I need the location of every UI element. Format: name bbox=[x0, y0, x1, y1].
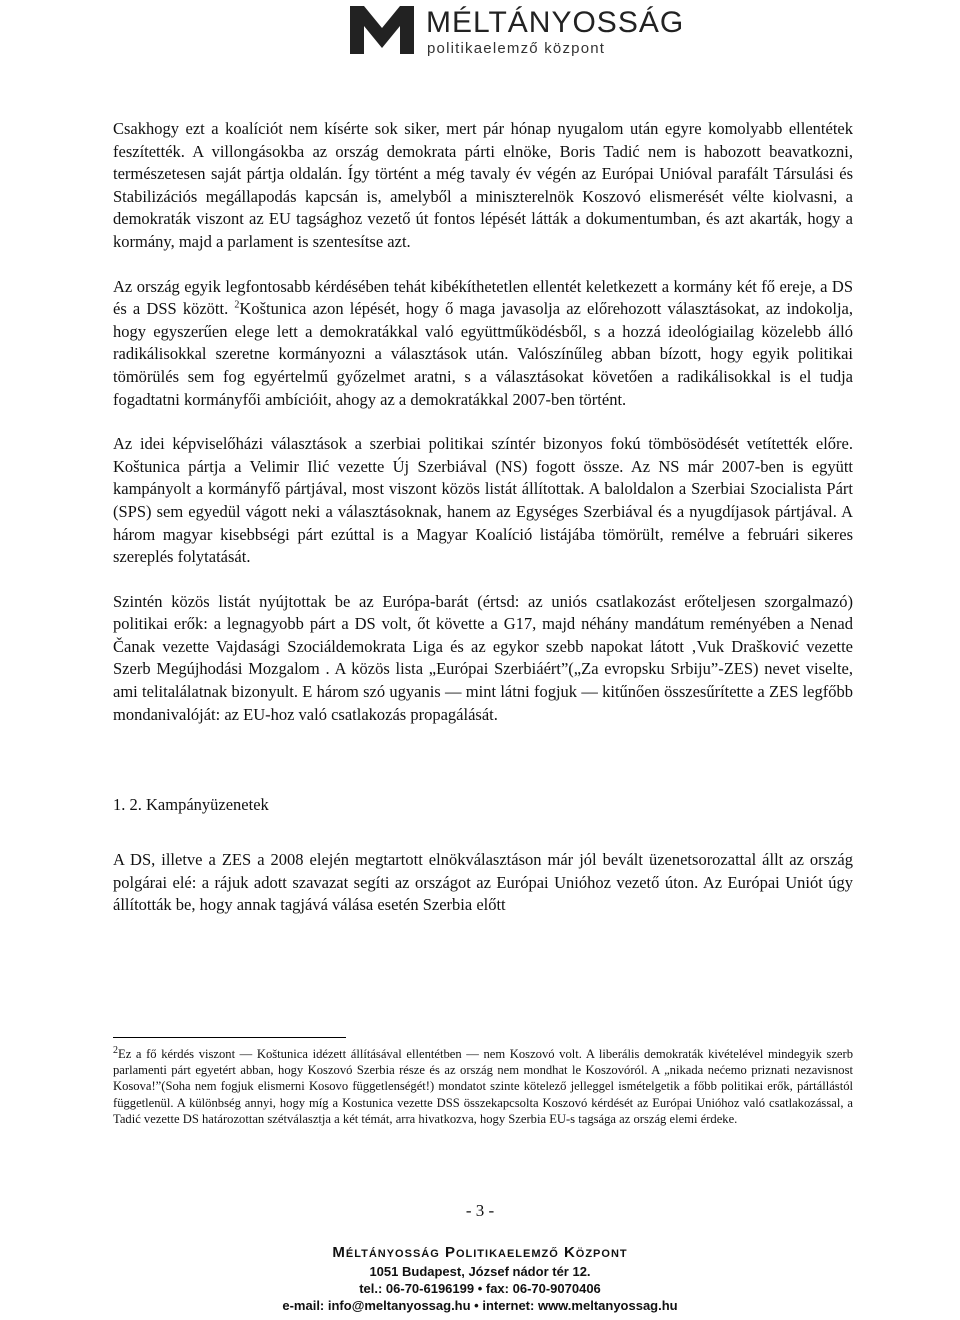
footnote-number: 2 bbox=[113, 1044, 118, 1056]
paragraph-2-part-2: Koštunica azon lépését, hogy ő maga javasolja az előrehozott választásokat, az indokolja, hogy egyszerűen elege lett a demokratákkal való együttműködésből, s a hozzá ideológiailag közelebb álló radikálisokkal szeretne kormányozni a választások után. Valószínűleg abban bízott, hogy egyik politikai tömörülés sem fog egyértelmű győzelmet aratni, s a választásokat követően a radikálisokkal is el tudja fogadtatni kormányfői ambícióit, ahogy az a demokratákkal 2007-ben történt. bbox=[113, 299, 853, 409]
footnote-divider bbox=[113, 1037, 346, 1038]
logo-title: MÉLTÁNYOSSÁG bbox=[426, 6, 685, 39]
paragraph-4: Szintén közös listát nyújtottak be az Európa-barát (értsd: az uniós csatlakozást erőteljesen szorgalmazó) politikai erők: a legnagyobb párt a DS volt, őt követte a G17, majd néhány mandátum reményében a Nenad Čanak vezette Vajdasági Szociáldemokrata Liga és az egykor szebb napokat látott ‚Vuk Drašković vezette Szerb Megújhodási Mozgalom . A közös lista „Európai Szerbiáért”(„Za evropsku Srbiju”-ZES) nevet viselte, ami telitalálatnak bizonyult. E három szó ugyanis — mint látni fogjuk — kitűnően összesűrítette a ZES legfőbb mondanivalóját: az EU-hoz való csatlakozás propagálását. bbox=[113, 591, 853, 724]
footer-organization: Méltányosság Politikaelemző Központ bbox=[332, 1244, 628, 1261]
paragraph-5: A DS, illetve a ZES a 2008 elején megtartott elnökválasztáson már jól bevált üzenetsorozattal állt az ország polgárai elé: a rájuk adott szavazat segíti az országot az Európai Unióhoz vezető úton. Az Európai Uniót úgy állították be, hogy annak tagjává válása esetén Szerbia előtt bbox=[113, 850, 853, 915]
document-body bbox=[113, 118, 853, 917]
footnote-text: Ez a fő kérdés viszont — Koštunica idézett állításával ellentétben — nem Koszovó volt. A liberális demokraták kivételével mindegyik szerb parlamenti párt egyetért abban, hogy Koszovó Szerbia része és az ország nem mondhat le Koszovóról. A „nikada nećemo priznati nezavisnost Kosova!”(Soha nem fogjuk elismerni Kosovo függetlenségét!) mondatot szinte kötelező jelleggel ismételgetik a főbb politikai erők, pártállástól függetlenül. A különbség annyi, hogy míg a Kostunica vezette DSS összekapcsolta Koszovó kérdését az Európai Unióhoz való csatlakozással, a Tadić vezette DS határozottan szétválasztja a két témát, arra hivatkozva, hogy Szerbia EU-s tagsága az ország elemi érdeke. bbox=[113, 1047, 853, 1126]
logo-subtitle: politikaelemző központ bbox=[427, 40, 606, 57]
footer-contact: e-mail: info@meltanyossag.hu • internet: www.meltanyossag.hu bbox=[282, 1298, 678, 1313]
paragraph-3: Az idei képviselőházi választások a szerbiai politikai színtér bizonyos fokú tömbösödését vetítették előre. Koštunica pártja a Velimir Ilić vezette Új Szerbiával (NS) fogott össze. Az NS már 2007-ben is együtt kampányolt a kormányfő pártjával, most viszont közös listát állítottak. A baloldalon a Szerbiai Szocialista Párt (SPS) sem egyedül vágott neki a választásoknak, hanem az Egységes Szerbiával és a nyugdíjasok pártjával. A három magyar kisebbségi párt ezúttal is a Magyar Koalíció listájába tömörült, remélve a februári sikeres szereplés folytatását. bbox=[113, 434, 853, 567]
page-number: - 3 - bbox=[465, 1201, 495, 1220]
footer-address: 1051 Budapest, József nádor tér 12. bbox=[369, 1264, 591, 1279]
header-logo bbox=[350, 4, 685, 57]
footer-phones: tel.: 06-70-6196199 • fax: 06-70-9070406 bbox=[359, 1281, 601, 1296]
footnote-ref: 2 bbox=[234, 299, 240, 311]
section-heading: 1. 2. Kampányüzenetek bbox=[113, 795, 269, 815]
paragraph-1: Csakhogy ezt a koalíciót nem kísérte sok siker, mert pár hónap nyugalom után egyre komolyabb ellentétek feszítették. A villongásokba az ország demokrata párti elnöke, Boris Tadić nem is habozott beavatkozni, természetesen saját pártja oldalán. Így történt a még tavaly év végén az Európai Unióval parafált Társulási és Stabilizációs megállapodás kapcsán is, amelyből a miniszterelnök Koszovó elismerését vélte kiolvasni, a demokraták viszont az EU tagsághoz vezető út fontos lépését látták a dokumentumban, és azt akarták, hogy a kormány, majd a parlament is szentesítse azt. bbox=[113, 119, 853, 251]
footnote bbox=[113, 1046, 853, 1127]
paragraph-2-part-1: Az ország egyik legfontosabb kérdésében tehát kibékíthetetlen ellentét keletkezett a kormány két fő ereje, a DS és a DSS között. bbox=[113, 276, 853, 319]
m-logo-icon bbox=[350, 6, 414, 54]
paragraph-2 bbox=[113, 276, 853, 412]
footer bbox=[0, 1243, 960, 1314]
